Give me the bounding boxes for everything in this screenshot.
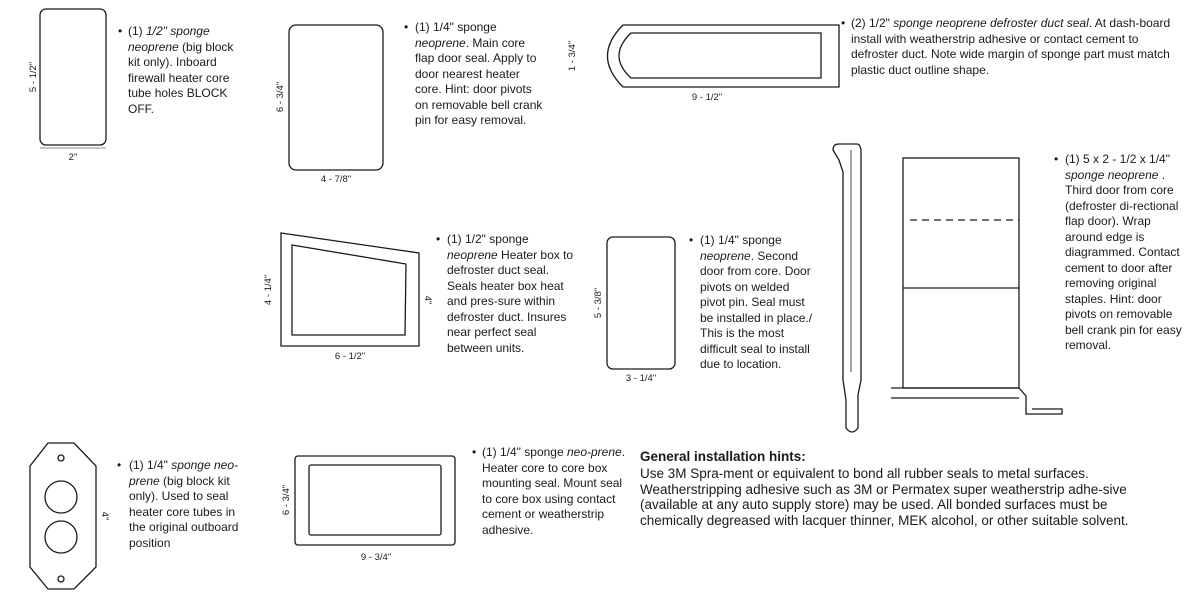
tube-hole-upper [45,481,77,513]
note-part-5 [700,233,818,373]
dim-label: 3 - 1/4" [625,373,657,384]
seal-part-1-outline [40,9,106,145]
mount-hole-top [58,455,64,461]
note-text: (1) 1/2" sponge [447,232,529,246]
note-text: (big block kit only). Inboard firewall heater core tube holes BLOCK OFF. [128,39,234,116]
bullet: • [689,233,694,247]
door-pivot-rod [891,388,1062,414]
note-part-1 [128,24,238,117]
dim-label: 6 - 1/2" [334,351,366,362]
dim-label: 2" [68,152,78,163]
bullet: • [117,458,122,472]
note-part-3 [851,16,1181,78]
note-part-8 [482,445,627,538]
dim-label: 4" [99,511,110,521]
seal-part-7-outline [30,443,96,589]
note-part-2 [415,20,547,129]
bullet: • [1054,152,1059,166]
seal-part-4-outer [281,233,419,346]
dim-label: 4" [422,295,433,305]
dim-label: 9 - 3/4" [360,552,392,563]
general-hints-title: General installation hints: [640,449,806,464]
note-text: . At dash-board install with weatherstrip adhesive or contact cement to defroster duct. Note wide margin of sponge part must match plastic duct outline shape. [851,16,1171,77]
dim-label: 4 - 1/4" [263,274,274,306]
note-italic: 1/2" sponge neoprene [128,24,210,54]
note-text: (big block kit only). Used to seal heater core tubes in the original outboard position [129,473,239,550]
bullet: • [118,24,123,38]
bullet: • [841,16,846,30]
bullet: • [404,20,409,34]
seal-part-8-outer [295,456,455,545]
note-italic: sponge neoprene defroster duct seal [893,16,1089,30]
note-text: (1) 1/4" sponge [482,445,567,459]
note-part-6 [1065,152,1190,354]
note-italic: sponge neo-prene [129,458,239,488]
dim-label: 6 - 3/4" [275,81,286,113]
note-text: (1) 1/4" sponge [700,233,782,247]
note-part-4 [447,232,577,356]
bell-crank-rod [833,144,861,432]
note-text: . Second door from core. Door pivots on welded pivot pin. Seal must be installed in place./ This is the most difficult seal to install due to location. [700,248,813,371]
note-part-7 [129,458,254,551]
note-italic: neoprene [415,35,466,50]
note-text: . Third door from core (defroster di-rectional flap door). Wrap around edge is diagrammed. Contact cement to door after removing original staples. Hint: door pivots on removable bell crank pin for easy removal. [1065,167,1182,352]
seal-part-2-outline [289,25,383,170]
note-text: (1) 1/4" sponge [415,20,497,34]
note-text: (1) 1/4" [129,458,172,472]
seal-part-4-inner [292,245,406,335]
dim-label: 1 - 3/4" [567,40,578,72]
dim-label: 6 - 3/4" [281,484,292,516]
seal-part-3-inner [619,33,821,78]
seal-part-8-inner [309,465,441,535]
dim-label: 4 - 7/8" [320,174,352,185]
seal-part-5-outline [607,237,675,369]
bullet: • [472,445,477,459]
dim-label: 5 - 3/8" [593,287,604,319]
note-italic: neoprene [700,248,751,263]
note-text: . Main core flap door seal. Apply to door nearest heater core. Hint: door pivots on removable bell crank pin for easy removal. [415,35,543,127]
note-italic: neoprene [447,247,498,262]
note-text: Heater box to defroster duct seal. Seals heater box heat and pres-sure within defroster duct. Insures near perfect seal between units. [447,247,574,355]
note-text: (1) 5 x 2 - 1/2 x 1/4" [1065,152,1170,166]
general-hints-body: Use 3M Spra-ment or equivalent to bond all rubber seals to metal surfaces. Weatherstripping adhesive such as 3M or Permatex super weatherstrip adhe-sive (available at any auto supply store) may be used. All bonded surfaces must be chemically degreased with lacquer thinner, MEK alcohol, or other suitable solvent. [640,466,1129,528]
bullet: • [436,232,441,246]
tube-hole-lower [45,521,77,553]
note-text: (1) [128,24,146,38]
dim-label: 9 - 1/2" [691,92,723,103]
note-text: (2) 1/2" [851,16,894,30]
dim-label: 5 - 1/2" [28,61,39,93]
mount-hole-bottom [58,576,64,582]
note-italic: neo-prene [566,445,622,459]
note-text: . Heater core to core box mounting seal. Mount seal to core box using contact cement or weatherstrip adhesive. [482,445,626,537]
note-italic: sponge neoprene [1065,167,1159,182]
seal-part-6-door [903,158,1019,388]
